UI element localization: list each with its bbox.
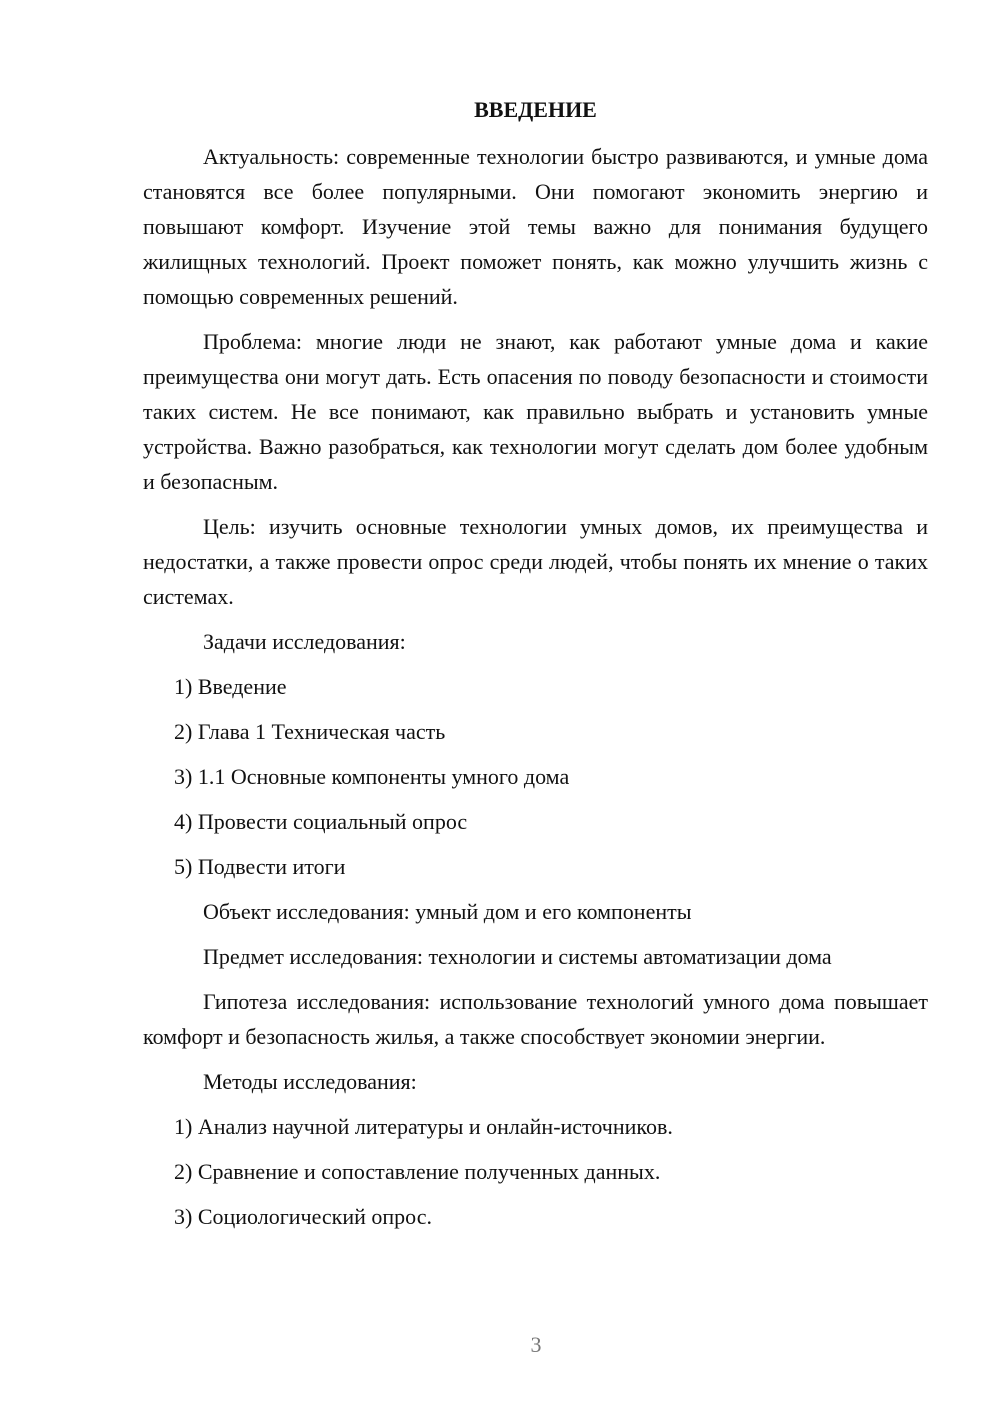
- methods-heading: Методы исследования:: [203, 1069, 417, 1094]
- page-title: ВВЕДЕНИЕ: [474, 97, 597, 122]
- document-page: [143, 95, 928, 1244]
- task-item: 2) Глава 1 Техническая часть: [174, 719, 446, 744]
- method-item: 2) Сравнение и сопоставление полученных данных.: [174, 1159, 661, 1184]
- methods-list: [143, 1109, 928, 1234]
- task-item: 4) Провести социальный опрос: [174, 809, 468, 834]
- tasks-heading: Задачи исследования:: [203, 629, 406, 654]
- task-item: 1) Введение: [174, 674, 287, 699]
- hypothesis-paragraph: Гипотеза исследования: использование технологий умного дома повышает комфорт и безопасность жилья, а также способствует экономии энергии.: [143, 989, 928, 1049]
- task-item: 5) Подвести итоги: [174, 854, 346, 879]
- research-subject: Предмет исследования: технологии и системы автоматизации дома: [203, 944, 832, 969]
- relevance-paragraph: Актуальность: современные технологии быстро развиваются, и умные дома становятся все более популярными. Они помогают экономить энергию и повышают комфорт. Изучение этой темы важно для понимания будущего жилищных технологий. Проект поможет понять, как можно улучшить жизнь с помощью современных решений.: [143, 144, 928, 309]
- task-item: 3) 1.1 Основные компоненты умного дома: [174, 764, 570, 789]
- goal-paragraph: Цель: изучить основные технологии умных домов, их преимущества и недостатки, а также провести опрос среди людей, чтобы понять их мнение о таких системах.: [143, 514, 928, 609]
- research-object: Объект исследования: умный дом и его компоненты: [203, 899, 692, 924]
- tasks-list: [143, 669, 928, 884]
- method-item: 3) Социологический опрос.: [174, 1204, 432, 1229]
- method-item: 1) Анализ научной литературы и онлайн-источников.: [174, 1114, 673, 1139]
- problem-paragraph: Проблема: многие люди не знают, как работают умные дома и какие преимущества они могут дать. Есть опасения по поводу безопасности и стоимости таких систем. Не все понимают, как правильно выбрать и установить умные устройства. Важно разобраться, как технологии могут сделать дом более удобным и безопасным.: [143, 329, 928, 494]
- page-number: 3: [530, 1332, 542, 1357]
